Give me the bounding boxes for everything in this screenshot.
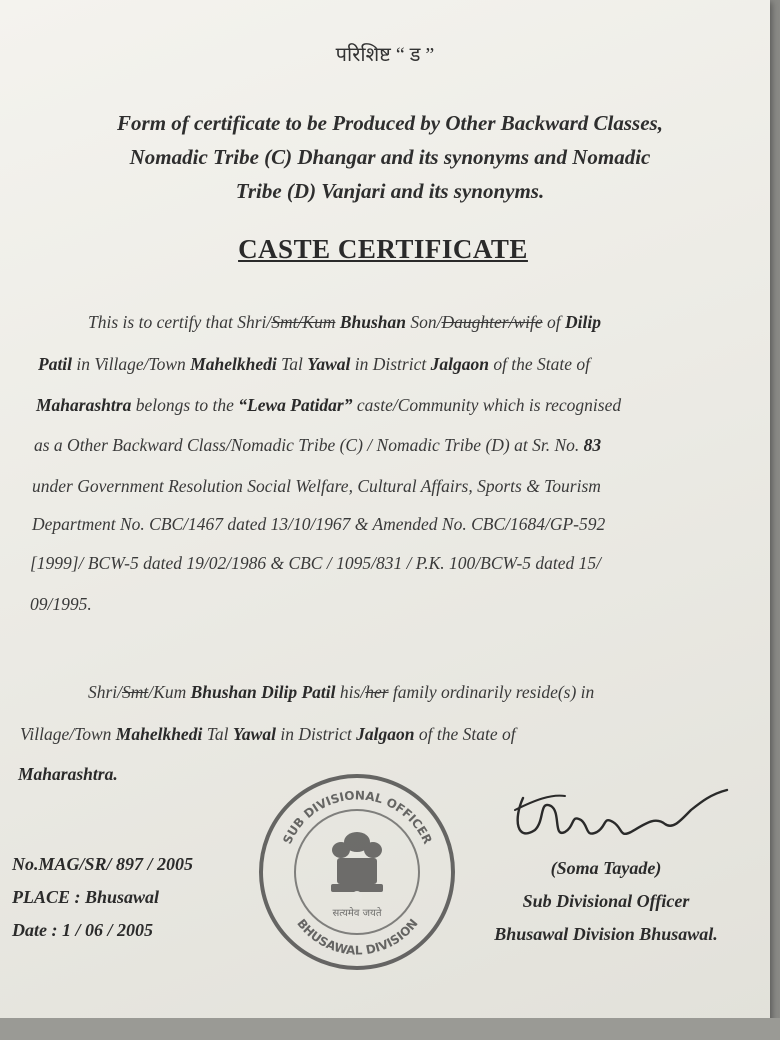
district-name: Jalgaon	[430, 354, 489, 374]
official-seal	[255, 770, 460, 975]
resident-full-name: Bhushan Dilip Patil	[190, 682, 336, 702]
struck-text: Smt/Kum	[271, 312, 336, 332]
officer-designation: Sub Divisional Officer	[522, 891, 690, 911]
para1-line4	[34, 435, 601, 456]
text-segment: caste/Community which is recognised	[356, 395, 622, 415]
village-name: Mahelkhedi	[190, 354, 277, 374]
text-segment: of	[547, 312, 561, 332]
text-segment: Shri/	[88, 682, 123, 702]
para1-line1	[88, 312, 601, 333]
para2-line3	[18, 764, 118, 785]
certificate-reference-block	[12, 848, 193, 947]
certificate-heading: CASTE CERTIFICATE	[238, 234, 528, 264]
candidate-first-name: Bhushan	[339, 312, 407, 332]
text-segment: belongs to the	[135, 395, 234, 415]
officer-signature	[505, 780, 735, 850]
text-segment: in District	[354, 354, 427, 374]
state-name: Maharashtra	[36, 395, 132, 415]
struck-text: Daughter/wife	[441, 312, 543, 332]
officer-block	[456, 852, 756, 951]
district-name: Jalgaon	[356, 724, 415, 744]
seal-bottom-text: BHUSAWAL DIVISION	[294, 916, 421, 958]
officer-office: Bhusawal Division Bhusawal.	[494, 924, 718, 944]
seal-top-text: SUB DIVISIONAL OFFICER	[280, 788, 435, 847]
form-title	[40, 106, 740, 208]
para1-line8: 09/1995.	[30, 594, 92, 614]
para1-line6: Department No. CBC/1467 dated 13/10/1967 & Amended No. CBC/1684/GP-592	[32, 514, 606, 534]
text-segment: of the State of	[493, 354, 591, 374]
para2-line1	[88, 682, 594, 703]
issue-place: PLACE : Bhusawal	[12, 887, 160, 907]
para1-line5: under Government Resolution Social Welfare, Cultural Affairs, Sports & Tourism	[32, 476, 601, 496]
background-surface	[0, 1018, 780, 1040]
para1-line3	[36, 395, 621, 416]
taluka-name: Yawal	[232, 724, 276, 744]
state-name: Maharashtra.	[18, 764, 118, 784]
form-title-line3: Tribe (D) Vanjari and its synonyms.	[235, 179, 545, 203]
struck-text: her	[365, 682, 389, 702]
text-segment: of the State of	[418, 724, 516, 744]
issue-date: Date : 1 / 06 / 2005	[12, 920, 153, 940]
text-segment: Son/	[410, 312, 442, 332]
text-segment: family ordinarily reside(s) in	[392, 682, 595, 702]
officer-name: (Soma Tayade)	[550, 858, 662, 878]
certificate-number: No.MAG/SR/ 897 / 2005	[12, 854, 194, 874]
text-segment: /Kum	[148, 682, 187, 702]
text-segment: Tal	[206, 724, 229, 744]
form-title-line2: Nomadic Tribe (C) Dhangar and its synonyms and Nomadic	[129, 145, 651, 169]
national-emblem-icon	[331, 832, 383, 901]
caste-name: “Lewa Patidar”	[238, 395, 353, 415]
text-segment: Tal	[281, 354, 303, 374]
seal-motto: सत्यमेव जयते	[332, 908, 382, 919]
text-segment: in District	[280, 724, 352, 744]
text-segment: This is to certify that Shri/	[88, 312, 272, 332]
surname: Patil	[38, 354, 73, 374]
para1-line7: [1999]/ BCW-5 dated 19/02/1986 & CBC / 1095/831 / P.K. 100/BCW-5 dated 15/	[30, 553, 602, 573]
form-title-line1: Form of certificate to be Produced by Other Backward Classes,	[117, 111, 663, 135]
para1-line2	[38, 354, 590, 375]
para2-line2	[20, 724, 516, 745]
father-name: Dilip	[565, 312, 601, 332]
text-segment: as a Other Backward Class/Nomadic Tribe (C) / Nomadic Tribe (D) at Sr. No.	[34, 435, 580, 455]
text-segment: in Village/Town	[76, 354, 186, 374]
village-name: Mahelkhedi	[115, 724, 203, 744]
annex-label: परिशिष्ट “ ड ”	[335, 44, 435, 66]
text-segment: his/	[339, 682, 366, 702]
serial-number: 83	[583, 435, 602, 455]
struck-text: Smt	[122, 682, 149, 702]
text-segment: Village/Town	[20, 724, 112, 744]
taluka-name: Yawal	[307, 354, 351, 374]
